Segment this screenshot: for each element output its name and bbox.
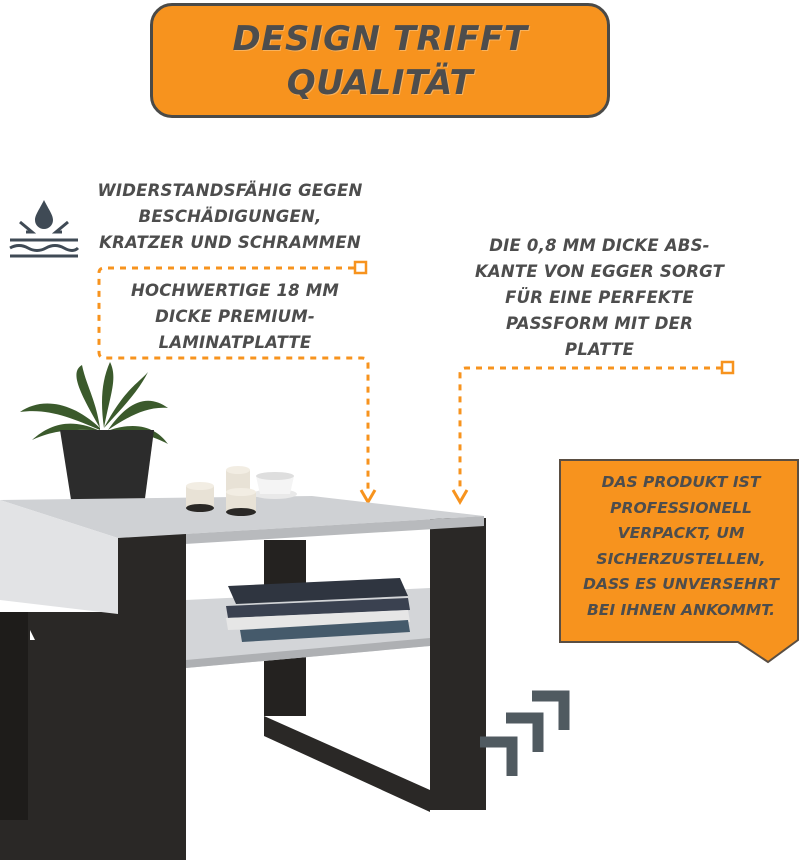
chevron-arrows-icon xyxy=(480,696,564,776)
leader-anchor-edge xyxy=(722,362,733,373)
leader-anchor-board xyxy=(355,262,366,273)
callout-line: DAS PRODUKT IST xyxy=(601,473,761,491)
table-bottom-rail xyxy=(264,716,430,812)
callout-line: PROFESSIONELL xyxy=(610,498,752,517)
feature-board-line: DICKE PREMIUM- xyxy=(155,307,315,326)
callout-line: BEI IHNEN ANKOMMT. xyxy=(586,600,776,619)
feature-board-line: LAMINATPLATTE xyxy=(158,333,312,352)
callout-line: VERPACKT, UM xyxy=(617,524,745,542)
table-right-frame xyxy=(430,518,486,810)
feature-resistance-line: KRATZER UND SCHRAMMEN xyxy=(99,233,361,252)
callout-line: SICHERZUSTELLEN, xyxy=(596,549,766,568)
plant-pot xyxy=(60,430,154,510)
cup xyxy=(253,472,297,499)
headline-line-1: DESIGN TRIFFT xyxy=(232,18,528,59)
table-front-dark-panel xyxy=(118,534,186,860)
feature-edge-line: DIE 0,8 MM DICKE ABS- xyxy=(489,236,710,255)
feature-edge-line: KANTE VON EGGER SORGT xyxy=(474,262,725,281)
leader-arrow-edge xyxy=(453,490,467,502)
callout-line: DASS ES UNVERSEHRT xyxy=(583,575,779,593)
feature-edge-line: PLATTE xyxy=(564,340,635,359)
feature-resistance-line: WIDERSTANDSFÄHIG GEGEN xyxy=(97,181,363,200)
table-left-leg-back xyxy=(0,612,28,820)
leader-arrow-board xyxy=(361,490,375,502)
callout-text xyxy=(568,470,794,623)
feature-resistance-line: BESCHÄDIGUNGEN, xyxy=(138,207,322,226)
feature-board-line: HOCHWERTIGE 18 MM xyxy=(130,281,340,300)
feature-edge-line: FÜR EINE PERFEKTE xyxy=(505,288,694,307)
headline-line-2: QUALITÄT xyxy=(286,62,474,103)
books-stack xyxy=(226,578,410,642)
packaging-callout xyxy=(558,456,800,666)
feature-edge-line: PASSFORM MIT DER xyxy=(505,314,694,333)
